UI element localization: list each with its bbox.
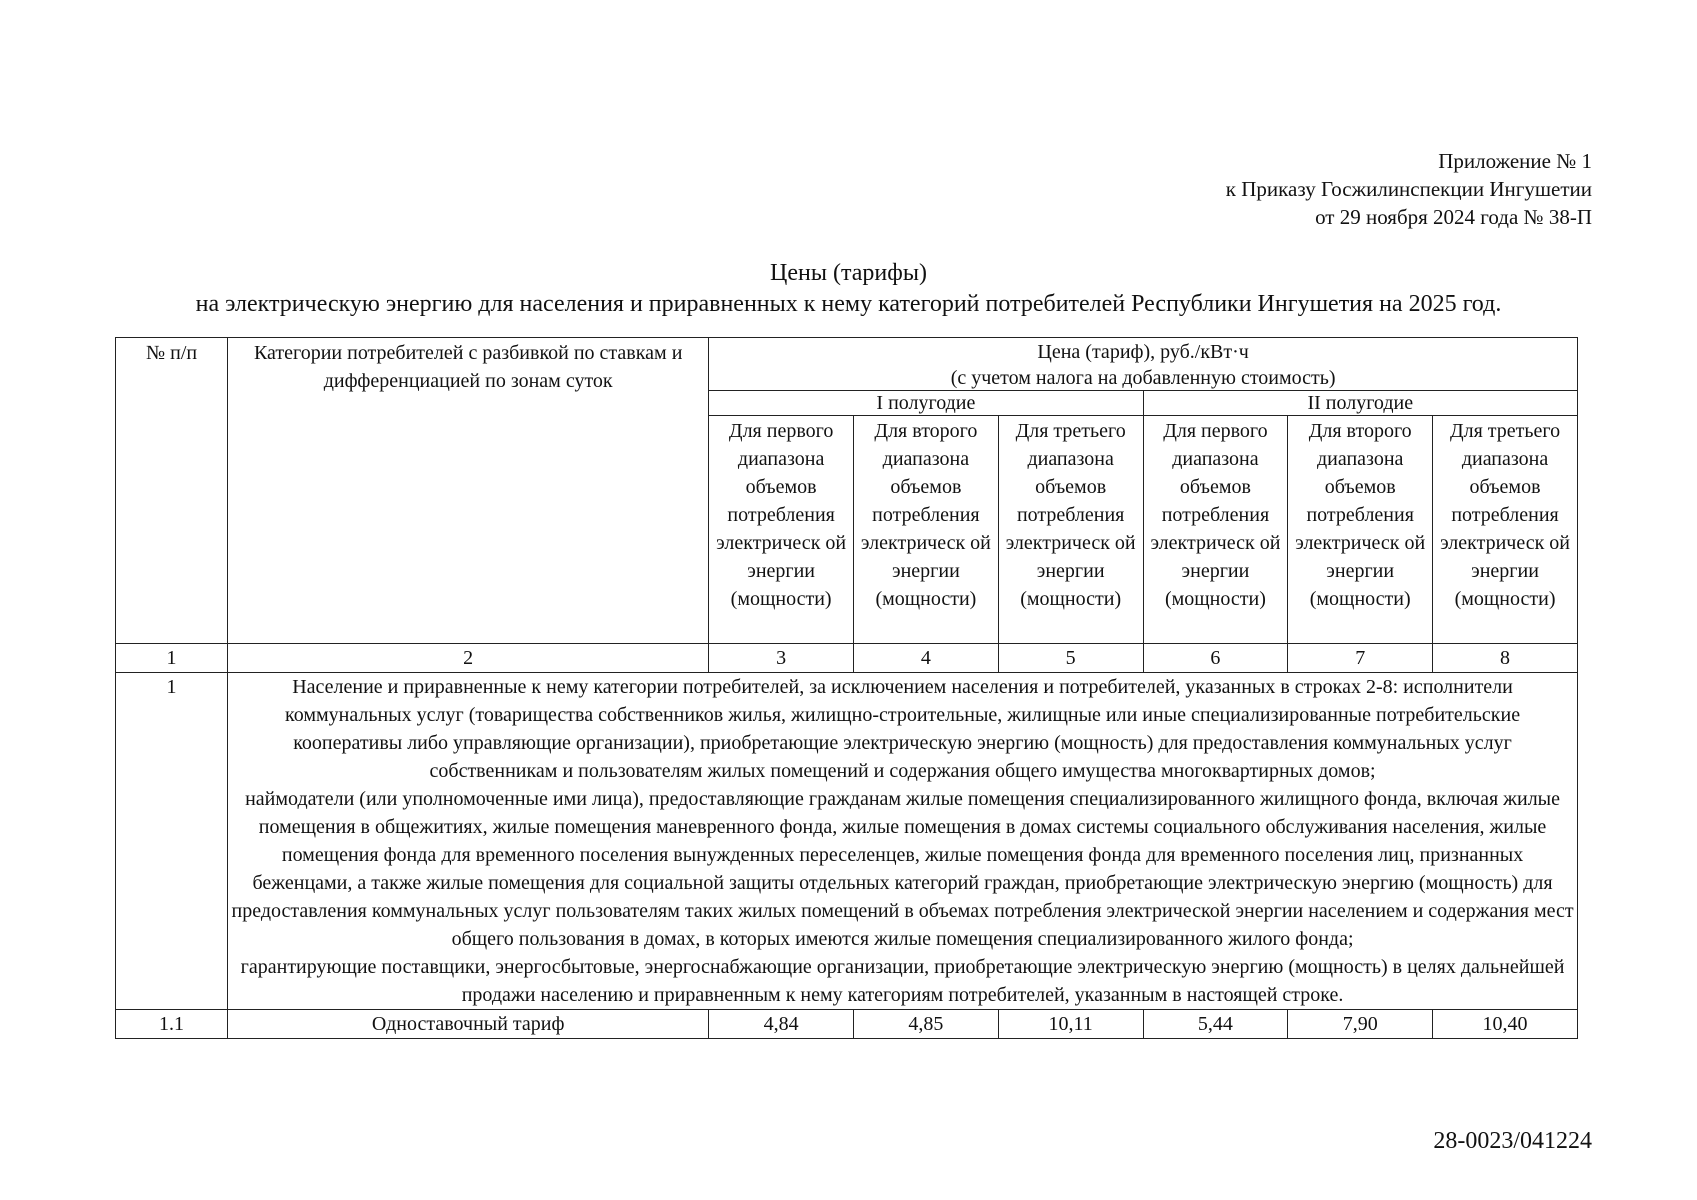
row-paragraph: Население и приравненные к нему категории потребителей, за исключением населения и потребителей, указанных в строках 2-8: исполнители коммунальных услуг (товарищества собственников жилья, жилищно-строительные, жилищные или иные специализированные потребительские кооперативы либо управляющие организации), приобретающие электрическую энергию (мощность) для предоставления коммунальных услуг собственникам и пользователям жилых помещений и содержания общего имущества многоквартирных домов; [285,676,1521,782]
tariff-value: 4,84 [709,1010,854,1039]
header-range-2-h2: Для второго диапазона объемов потребления электрическ ой энергии (мощности) [1288,416,1433,644]
tariff-value: 4,85 [854,1010,999,1039]
column-number: 4 [854,644,999,673]
tariff-value: 10,40 [1433,1010,1578,1039]
header-price-line-2: (с учетом налога на добавленную стоимость) [950,367,1336,389]
tariff-value: 10,11 [998,1010,1143,1039]
column-number-row [116,644,1578,673]
row-description [228,673,1578,1010]
tariff-value: 5,44 [1143,1010,1288,1039]
document-title [116,258,1581,320]
header-half-1: I полугодие [709,391,1143,416]
appendix-line-1: Приложение № 1 [1438,149,1592,173]
header-range-1-h1: Для первого диапазона объемов потребления электрическ ой энергии (мощности) [709,416,854,644]
row-paragraph: наймодатели (или уполномоченные ими лица), предоставляющие гражданам жилые помещения специализированного жилищного фонда, включая жилые помещения в общежитиях, жилые помещения маневренного фонда, жилые помещения в домах системы социального обслуживания населения, жилые помещения фонда для временного поселения вынужденных переселенцев, жилые помещения фонда для временного поселения лиц, признанных беженцами, а также жилые помещения для социальной защиты отдельных категорий граждан, приобретающие электрическую энергию (мощность) для предоставления коммунальных услуг пользователям таких жилых помещений в объемах потребления электрической энергии населением и содержания мест общего пользования в домах, в которых имеются жилые помещения специализированного жилого фонда; [231,788,1574,950]
column-number: 7 [1288,644,1433,673]
row-number: 1 [116,673,228,1010]
header-category: Категории потребителей с разбивкой по ставкам и дифференциацией по зонам суток [228,338,709,644]
header-range-3-h2: Для третьего диапазона объемов потребления электрическ ой энергии (мощности) [1433,416,1578,644]
column-number: 6 [1143,644,1288,673]
tariff-table [115,337,1578,1039]
registration-number: 28-0023/041224 [1433,1128,1592,1154]
row-number: 1.1 [116,1010,228,1039]
header-row-1 [116,338,1578,391]
column-number: 2 [228,644,709,673]
title-line-1: Цены (тарифы) [770,260,927,286]
column-number: 1 [116,644,228,673]
column-number: 3 [709,644,854,673]
appendix-line-3: от 29 ноября 2024 года № 38-П [1315,205,1592,229]
title-line-2: на электрическую энергию для населения и приравненных к нему категорий потребителей Республики Ингушетия на 2025 год. [195,291,1502,317]
tariff-value: 7,90 [1288,1010,1433,1039]
row-category: Одноставочный тариф [228,1010,709,1039]
header-range-2-h1: Для второго диапазона объемов потребления электрическ ой энергии (мощности) [854,416,999,644]
header-num: № п/п [116,338,228,644]
header-price-line-1: Цена (тариф), руб./кВт·ч [1037,341,1249,363]
header-half-2: II полугодие [1143,391,1577,416]
appendix-block [1226,147,1592,231]
row-paragraph: гарантирующие поставщики, энергосбытовые, энергоснабжающие организации, приобретающие электрическую энергию (мощность) в целях дальнейшей продажи населению и приравненным к нему категориям потребителей, указанным в настоящей строке. [240,956,1565,1006]
column-number: 8 [1433,644,1578,673]
column-number: 5 [998,644,1143,673]
appendix-line-2: к Приказу Госжилинспекции Ингушетии [1225,177,1592,201]
header-price [709,338,1578,391]
header-range-3-h1: Для третьего диапазона объемов потребления электрическ ой энергии (мощности) [998,416,1143,644]
header-range-1-h2: Для первого диапазона объемов потребления электрическ ой энергии (мощности) [1143,416,1288,644]
table-row [116,1010,1578,1039]
table-row [116,673,1578,1010]
